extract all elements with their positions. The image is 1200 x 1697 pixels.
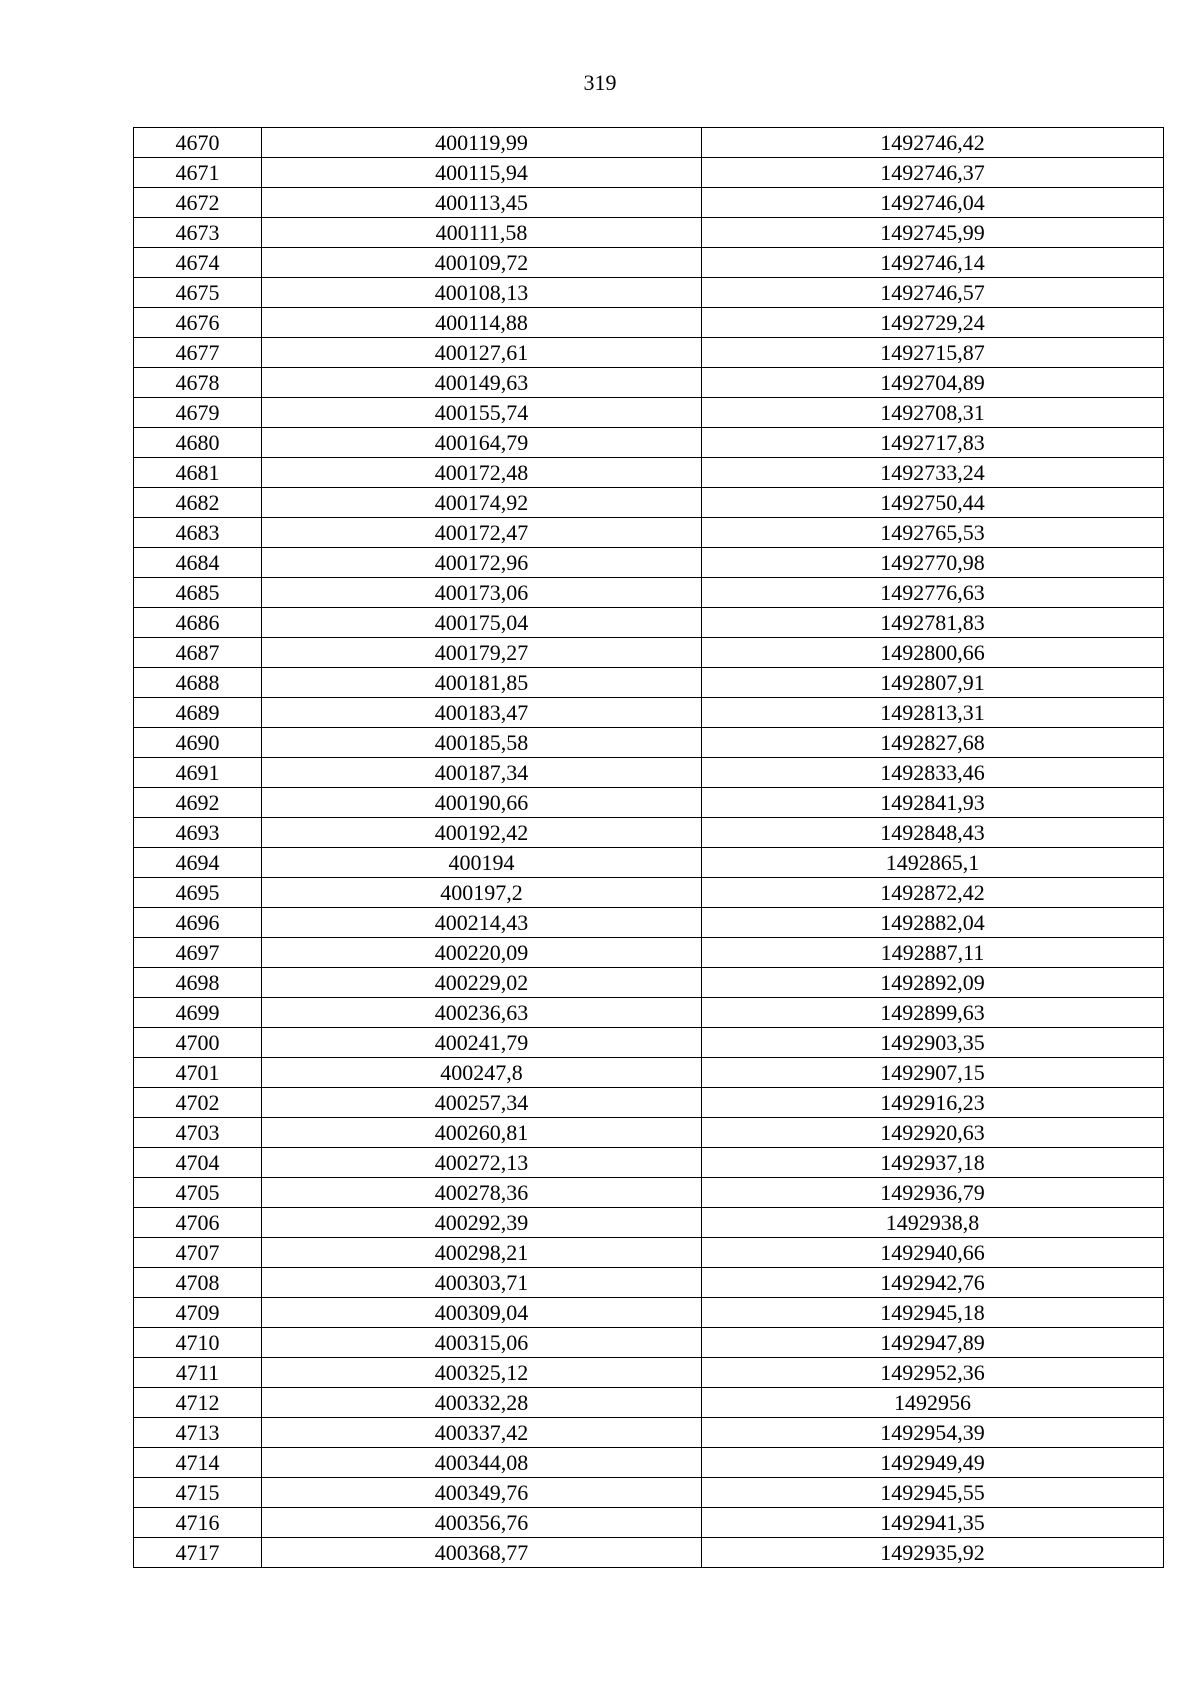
y-coordinate-cell: 1492708,31 xyxy=(702,398,1164,428)
point-number-cell: 4686 xyxy=(134,608,262,638)
table-row xyxy=(134,758,1164,788)
table-row xyxy=(134,998,1164,1028)
x-coordinate-cell: 400174,92 xyxy=(262,488,702,518)
y-coordinate-cell: 1492827,68 xyxy=(702,728,1164,758)
point-number-cell: 4677 xyxy=(134,338,262,368)
x-coordinate-cell: 400175,04 xyxy=(262,608,702,638)
point-number-cell: 4678 xyxy=(134,368,262,398)
x-coordinate-cell: 400229,02 xyxy=(262,968,702,998)
y-coordinate-cell: 1492899,63 xyxy=(702,998,1164,1028)
y-coordinate-cell: 1492882,04 xyxy=(702,908,1164,938)
table-row xyxy=(134,1418,1164,1448)
x-coordinate-cell: 400332,28 xyxy=(262,1388,702,1418)
table-row xyxy=(134,1358,1164,1388)
y-coordinate-cell: 1492887,11 xyxy=(702,938,1164,968)
table-row xyxy=(134,1088,1164,1118)
y-coordinate-cell: 1492717,83 xyxy=(702,428,1164,458)
table-row xyxy=(134,728,1164,758)
table-row xyxy=(134,428,1164,458)
y-coordinate-cell: 1492947,89 xyxy=(702,1328,1164,1358)
x-coordinate-cell: 400155,74 xyxy=(262,398,702,428)
point-number-cell: 4685 xyxy=(134,578,262,608)
table-row xyxy=(134,278,1164,308)
point-number-cell: 4714 xyxy=(134,1448,262,1478)
point-number-cell: 4707 xyxy=(134,1238,262,1268)
table-row xyxy=(134,128,1164,158)
y-coordinate-cell: 1492907,15 xyxy=(702,1058,1164,1088)
y-coordinate-cell: 1492770,98 xyxy=(702,548,1164,578)
point-number-cell: 4697 xyxy=(134,938,262,968)
x-coordinate-cell: 400108,13 xyxy=(262,278,702,308)
x-coordinate-cell: 400241,79 xyxy=(262,1028,702,1058)
y-coordinate-cell: 1492956 xyxy=(702,1388,1164,1418)
table-row xyxy=(134,488,1164,518)
x-coordinate-cell: 400172,96 xyxy=(262,548,702,578)
y-coordinate-cell: 1492745,99 xyxy=(702,218,1164,248)
table-row xyxy=(134,908,1164,938)
point-number-cell: 4675 xyxy=(134,278,262,308)
x-coordinate-cell: 400192,42 xyxy=(262,818,702,848)
y-coordinate-cell: 1492746,37 xyxy=(702,158,1164,188)
point-number-cell: 4696 xyxy=(134,908,262,938)
point-number-cell: 4693 xyxy=(134,818,262,848)
point-number-cell: 4712 xyxy=(134,1388,262,1418)
y-coordinate-cell: 1492949,49 xyxy=(702,1448,1164,1478)
table-row xyxy=(134,1298,1164,1328)
y-coordinate-cell: 1492920,63 xyxy=(702,1118,1164,1148)
y-coordinate-cell: 1492903,35 xyxy=(702,1028,1164,1058)
coordinates-table-body xyxy=(134,128,1164,1568)
x-coordinate-cell: 400179,27 xyxy=(262,638,702,668)
x-coordinate-cell: 400113,45 xyxy=(262,188,702,218)
y-coordinate-cell: 1492746,04 xyxy=(702,188,1164,218)
x-coordinate-cell: 400185,58 xyxy=(262,728,702,758)
x-coordinate-cell: 400260,81 xyxy=(262,1118,702,1148)
point-number-cell: 4709 xyxy=(134,1298,262,1328)
coordinates-table xyxy=(133,127,1164,1568)
y-coordinate-cell: 1492916,23 xyxy=(702,1088,1164,1118)
x-coordinate-cell: 400172,48 xyxy=(262,458,702,488)
x-coordinate-cell: 400114,88 xyxy=(262,308,702,338)
y-coordinate-cell: 1492865,1 xyxy=(702,848,1164,878)
x-coordinate-cell: 400149,63 xyxy=(262,368,702,398)
table-row xyxy=(134,848,1164,878)
table-row xyxy=(134,1028,1164,1058)
x-coordinate-cell: 400173,06 xyxy=(262,578,702,608)
point-number-cell: 4684 xyxy=(134,548,262,578)
point-number-cell: 4680 xyxy=(134,428,262,458)
table-row xyxy=(134,308,1164,338)
table-row xyxy=(134,1238,1164,1268)
point-number-cell: 4688 xyxy=(134,668,262,698)
point-number-cell: 4706 xyxy=(134,1208,262,1238)
table-row xyxy=(134,698,1164,728)
x-coordinate-cell: 400183,47 xyxy=(262,698,702,728)
y-coordinate-cell: 1492848,43 xyxy=(702,818,1164,848)
table-row xyxy=(134,398,1164,428)
point-number-cell: 4670 xyxy=(134,128,262,158)
x-coordinate-cell: 400190,66 xyxy=(262,788,702,818)
x-coordinate-cell: 400272,13 xyxy=(262,1148,702,1178)
x-coordinate-cell: 400325,12 xyxy=(262,1358,702,1388)
point-number-cell: 4715 xyxy=(134,1478,262,1508)
table-row xyxy=(134,1118,1164,1148)
point-number-cell: 4702 xyxy=(134,1088,262,1118)
table-row xyxy=(134,668,1164,698)
x-coordinate-cell: 400127,61 xyxy=(262,338,702,368)
table-row xyxy=(134,1538,1164,1568)
x-coordinate-cell: 400257,34 xyxy=(262,1088,702,1118)
table-row xyxy=(134,548,1164,578)
x-coordinate-cell: 400194 xyxy=(262,848,702,878)
point-number-cell: 4690 xyxy=(134,728,262,758)
y-coordinate-cell: 1492813,31 xyxy=(702,698,1164,728)
x-coordinate-cell: 400187,34 xyxy=(262,758,702,788)
table-row xyxy=(134,1268,1164,1298)
y-coordinate-cell: 1492750,44 xyxy=(702,488,1164,518)
x-coordinate-cell: 400181,85 xyxy=(262,668,702,698)
point-number-cell: 4695 xyxy=(134,878,262,908)
point-number-cell: 4704 xyxy=(134,1148,262,1178)
table-row xyxy=(134,368,1164,398)
x-coordinate-cell: 400214,43 xyxy=(262,908,702,938)
y-coordinate-cell: 1492746,14 xyxy=(702,248,1164,278)
x-coordinate-cell: 400164,79 xyxy=(262,428,702,458)
table-row xyxy=(134,1148,1164,1178)
y-coordinate-cell: 1492872,42 xyxy=(702,878,1164,908)
x-coordinate-cell: 400220,09 xyxy=(262,938,702,968)
y-coordinate-cell: 1492945,18 xyxy=(702,1298,1164,1328)
x-coordinate-cell: 400356,76 xyxy=(262,1508,702,1538)
table-row xyxy=(134,1508,1164,1538)
y-coordinate-cell: 1492938,8 xyxy=(702,1208,1164,1238)
y-coordinate-cell: 1492941,35 xyxy=(702,1508,1164,1538)
y-coordinate-cell: 1492704,89 xyxy=(702,368,1164,398)
x-coordinate-cell: 400172,47 xyxy=(262,518,702,548)
point-number-cell: 4691 xyxy=(134,758,262,788)
table-row xyxy=(134,248,1164,278)
x-coordinate-cell: 400197,2 xyxy=(262,878,702,908)
point-number-cell: 4710 xyxy=(134,1328,262,1358)
table-row xyxy=(134,1178,1164,1208)
y-coordinate-cell: 1492954,39 xyxy=(702,1418,1164,1448)
x-coordinate-cell: 400111,58 xyxy=(262,218,702,248)
y-coordinate-cell: 1492936,79 xyxy=(702,1178,1164,1208)
point-number-cell: 4705 xyxy=(134,1178,262,1208)
x-coordinate-cell: 400368,77 xyxy=(262,1538,702,1568)
x-coordinate-cell: 400119,99 xyxy=(262,128,702,158)
y-coordinate-cell: 1492729,24 xyxy=(702,308,1164,338)
x-coordinate-cell: 400236,63 xyxy=(262,998,702,1028)
page-number: 319 xyxy=(583,70,617,95)
table-row xyxy=(134,1478,1164,1508)
x-coordinate-cell: 400349,76 xyxy=(262,1478,702,1508)
point-number-cell: 4679 xyxy=(134,398,262,428)
point-number-cell: 4672 xyxy=(134,188,262,218)
x-coordinate-cell: 400303,71 xyxy=(262,1268,702,1298)
table-row xyxy=(134,1058,1164,1088)
point-number-cell: 4694 xyxy=(134,848,262,878)
table-row xyxy=(134,1448,1164,1478)
table-row xyxy=(134,608,1164,638)
x-coordinate-cell: 400309,04 xyxy=(262,1298,702,1328)
point-number-cell: 4683 xyxy=(134,518,262,548)
point-number-cell: 4673 xyxy=(134,218,262,248)
point-number-cell: 4674 xyxy=(134,248,262,278)
y-coordinate-cell: 1492945,55 xyxy=(702,1478,1164,1508)
point-number-cell: 4682 xyxy=(134,488,262,518)
table-row xyxy=(134,638,1164,668)
y-coordinate-cell: 1492746,57 xyxy=(702,278,1164,308)
table-row xyxy=(134,878,1164,908)
point-number-cell: 4713 xyxy=(134,1418,262,1448)
y-coordinate-cell: 1492935,92 xyxy=(702,1538,1164,1568)
y-coordinate-cell: 1492841,93 xyxy=(702,788,1164,818)
y-coordinate-cell: 1492833,46 xyxy=(702,758,1164,788)
y-coordinate-cell: 1492715,87 xyxy=(702,338,1164,368)
x-coordinate-cell: 400292,39 xyxy=(262,1208,702,1238)
point-number-cell: 4701 xyxy=(134,1058,262,1088)
point-number-cell: 4687 xyxy=(134,638,262,668)
point-number-cell: 4711 xyxy=(134,1358,262,1388)
y-coordinate-cell: 1492746,42 xyxy=(702,128,1164,158)
y-coordinate-cell: 1492776,63 xyxy=(702,578,1164,608)
table-row xyxy=(134,578,1164,608)
table-row xyxy=(134,338,1164,368)
x-coordinate-cell: 400337,42 xyxy=(262,1418,702,1448)
y-coordinate-cell: 1492952,36 xyxy=(702,1358,1164,1388)
point-number-cell: 4692 xyxy=(134,788,262,818)
table-row xyxy=(134,1388,1164,1418)
y-coordinate-cell: 1492892,09 xyxy=(702,968,1164,998)
point-number-cell: 4698 xyxy=(134,968,262,998)
y-coordinate-cell: 1492765,53 xyxy=(702,518,1164,548)
x-coordinate-cell: 400278,36 xyxy=(262,1178,702,1208)
x-coordinate-cell: 400247,8 xyxy=(262,1058,702,1088)
y-coordinate-cell: 1492800,66 xyxy=(702,638,1164,668)
point-number-cell: 4689 xyxy=(134,698,262,728)
table-row xyxy=(134,458,1164,488)
table-row xyxy=(134,158,1164,188)
point-number-cell: 4700 xyxy=(134,1028,262,1058)
table-row xyxy=(134,1208,1164,1238)
point-number-cell: 4681 xyxy=(134,458,262,488)
x-coordinate-cell: 400315,06 xyxy=(262,1328,702,1358)
x-coordinate-cell: 400109,72 xyxy=(262,248,702,278)
y-coordinate-cell: 1492940,66 xyxy=(702,1238,1164,1268)
table-row xyxy=(134,788,1164,818)
point-number-cell: 4699 xyxy=(134,998,262,1028)
table-row xyxy=(134,938,1164,968)
y-coordinate-cell: 1492781,83 xyxy=(702,608,1164,638)
table-row xyxy=(134,518,1164,548)
table-row xyxy=(134,188,1164,218)
point-number-cell: 4703 xyxy=(134,1118,262,1148)
x-coordinate-cell: 400298,21 xyxy=(262,1238,702,1268)
point-number-cell: 4716 xyxy=(134,1508,262,1538)
table-row xyxy=(134,968,1164,998)
point-number-cell: 4717 xyxy=(134,1538,262,1568)
point-number-cell: 4708 xyxy=(134,1268,262,1298)
point-number-cell: 4676 xyxy=(134,308,262,338)
y-coordinate-cell: 1492942,76 xyxy=(702,1268,1164,1298)
point-number-cell: 4671 xyxy=(134,158,262,188)
y-coordinate-cell: 1492807,91 xyxy=(702,668,1164,698)
x-coordinate-cell: 400115,94 xyxy=(262,158,702,188)
table-row xyxy=(134,818,1164,848)
table-row xyxy=(134,1328,1164,1358)
y-coordinate-cell: 1492937,18 xyxy=(702,1148,1164,1178)
table-row xyxy=(134,218,1164,248)
x-coordinate-cell: 400344,08 xyxy=(262,1448,702,1478)
y-coordinate-cell: 1492733,24 xyxy=(702,458,1164,488)
